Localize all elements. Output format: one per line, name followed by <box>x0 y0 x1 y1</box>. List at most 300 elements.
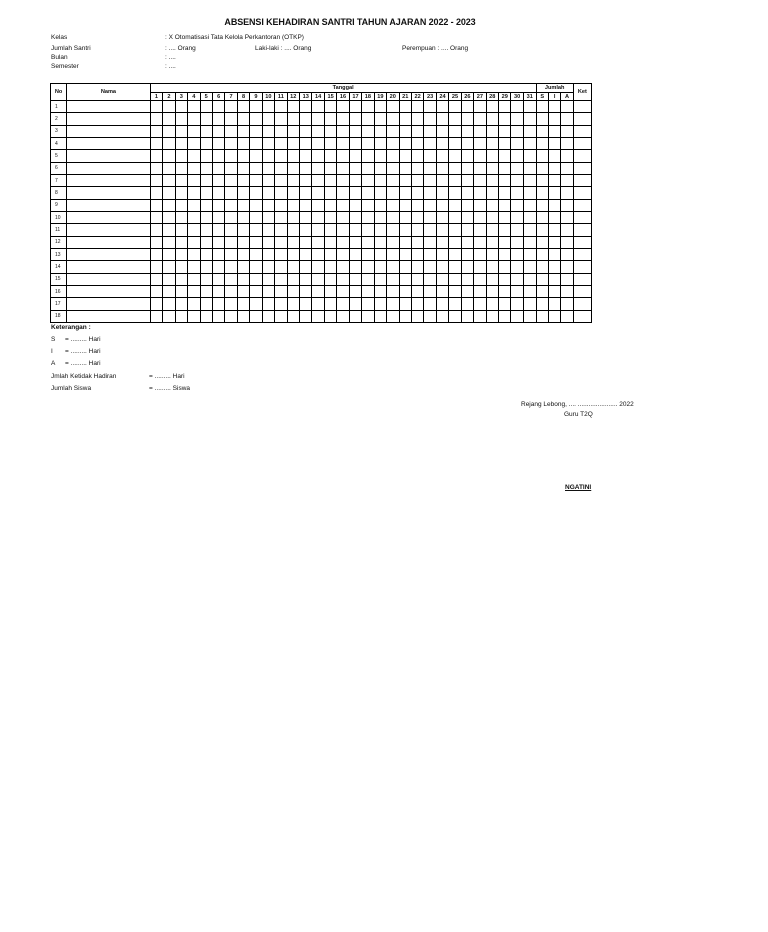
attendance-cell <box>436 199 448 211</box>
attendance-cell <box>573 137 591 149</box>
attendance-cell <box>548 113 560 125</box>
attendance-cell <box>387 199 399 211</box>
attendance-cell <box>511 310 523 322</box>
attendance-cell <box>548 101 560 113</box>
attendance-cell <box>200 211 212 223</box>
attendance-cell <box>548 162 560 174</box>
attendance-cell <box>411 248 423 260</box>
attendance-cell <box>337 211 349 223</box>
attendance-cell <box>324 125 336 137</box>
attendance-cell <box>212 125 224 137</box>
student-name-cell <box>67 199 151 211</box>
attendance-cell <box>511 273 523 285</box>
attendance-cell <box>337 113 349 125</box>
attendance-cell <box>200 298 212 310</box>
attendance-cell <box>225 248 237 260</box>
attendance-cell <box>523 236 536 248</box>
attendance-cell <box>300 224 312 236</box>
signature-role: Guru T2Q <box>564 411 593 418</box>
attendance-cell <box>324 174 336 186</box>
attendance-cell <box>250 273 262 285</box>
attendance-cell <box>449 187 461 199</box>
attendance-cell <box>536 273 548 285</box>
attendance-cell <box>486 236 498 248</box>
attendance-cell <box>399 113 411 125</box>
attendance-cell <box>461 113 473 125</box>
attendance-cell <box>387 113 399 125</box>
attendance-cell <box>499 310 511 322</box>
attendance-cell <box>536 199 548 211</box>
attendance-cell <box>287 162 299 174</box>
attendance-cell <box>250 174 262 186</box>
attendance-cell <box>499 187 511 199</box>
row-number: 4 <box>51 137 67 149</box>
day-header: 8 <box>237 93 249 101</box>
attendance-cell <box>548 137 560 149</box>
day-header: 31 <box>523 93 536 101</box>
attendance-cell <box>523 273 536 285</box>
attendance-cell <box>362 150 374 162</box>
attendance-cell <box>163 285 175 297</box>
attendance-cell <box>337 174 349 186</box>
attendance-cell <box>262 101 274 113</box>
attendance-cell <box>362 162 374 174</box>
student-name-cell <box>67 187 151 199</box>
row-number: 2 <box>51 113 67 125</box>
attendance-cell <box>225 125 237 137</box>
attendance-cell <box>523 137 536 149</box>
row-number: 18 <box>51 310 67 322</box>
row-number: 5 <box>51 150 67 162</box>
attendance-cell <box>188 150 200 162</box>
attendance-cell <box>387 236 399 248</box>
attendance-cell <box>523 113 536 125</box>
attendance-cell <box>262 310 274 322</box>
attendance-cell <box>536 101 548 113</box>
attendance-cell <box>474 248 486 260</box>
attendance-cell <box>387 285 399 297</box>
attendance-cell <box>188 261 200 273</box>
attendance-cell <box>287 310 299 322</box>
row-number: 7 <box>51 174 67 186</box>
attendance-cell <box>486 248 498 260</box>
attendance-cell <box>250 285 262 297</box>
attendance-cell <box>150 261 162 273</box>
attendance-cell <box>212 101 224 113</box>
attendance-cell <box>324 298 336 310</box>
attendance-cell <box>573 236 591 248</box>
attendance-cell <box>449 261 461 273</box>
day-header: 15 <box>324 93 336 101</box>
attendance-cell <box>212 150 224 162</box>
attendance-cell <box>188 199 200 211</box>
ketidak-hadiran-value: = ......... Hari <box>149 373 185 380</box>
keterangan-value-s: = ......... Hari <box>65 336 101 343</box>
attendance-cell <box>212 310 224 322</box>
attendance-cell <box>175 187 187 199</box>
attendance-cell <box>561 174 573 186</box>
attendance-cell <box>225 137 237 149</box>
attendance-cell <box>150 224 162 236</box>
attendance-cell <box>337 285 349 297</box>
attendance-cell <box>150 248 162 260</box>
attendance-cell <box>312 162 324 174</box>
attendance-cell <box>461 101 473 113</box>
attendance-cell <box>461 199 473 211</box>
attendance-cell <box>399 248 411 260</box>
attendance-cell <box>312 211 324 223</box>
attendance-cell <box>300 248 312 260</box>
attendance-cell <box>262 113 274 125</box>
attendance-cell <box>449 137 461 149</box>
attendance-cell <box>411 285 423 297</box>
attendance-cell <box>374 248 386 260</box>
attendance-cell <box>337 199 349 211</box>
attendance-cell <box>324 248 336 260</box>
attendance-cell <box>573 101 591 113</box>
attendance-cell <box>523 310 536 322</box>
attendance-cell <box>573 162 591 174</box>
attendance-cell <box>523 174 536 186</box>
attendance-cell <box>324 310 336 322</box>
row-number: 3 <box>51 125 67 137</box>
attendance-cell <box>536 174 548 186</box>
attendance-cell <box>212 137 224 149</box>
attendance-cell <box>324 113 336 125</box>
table-row <box>51 137 592 149</box>
attendance-cell <box>573 248 591 260</box>
attendance-cell <box>175 150 187 162</box>
attendance-cell <box>449 248 461 260</box>
attendance-cell <box>250 298 262 310</box>
attendance-cell <box>163 125 175 137</box>
attendance-cell <box>411 101 423 113</box>
student-name-cell <box>67 224 151 236</box>
day-header: 10 <box>262 93 274 101</box>
attendance-cell <box>561 285 573 297</box>
jumlah-col-header: A <box>561 93 573 101</box>
attendance-cell <box>449 174 461 186</box>
attendance-cell <box>424 113 436 125</box>
attendance-cell <box>163 137 175 149</box>
attendance-cell <box>461 273 473 285</box>
keterangan-code-i: I <box>51 348 53 355</box>
attendance-cell <box>461 236 473 248</box>
laki-laki-value: Laki-laki : .... Orang <box>255 45 312 52</box>
day-header: 9 <box>250 93 262 101</box>
attendance-cell <box>349 125 361 137</box>
row-number: 12 <box>51 236 67 248</box>
row-number: 10 <box>51 211 67 223</box>
attendance-cell <box>300 125 312 137</box>
attendance-cell <box>561 310 573 322</box>
attendance-cell <box>200 285 212 297</box>
student-name-cell <box>67 236 151 248</box>
attendance-cell <box>387 162 399 174</box>
attendance-cell <box>349 273 361 285</box>
attendance-cell <box>573 113 591 125</box>
attendance-cell <box>486 310 498 322</box>
attendance-cell <box>262 236 274 248</box>
attendance-cell <box>511 248 523 260</box>
attendance-cell <box>499 236 511 248</box>
attendance-cell <box>362 211 374 223</box>
attendance-cell <box>499 101 511 113</box>
attendance-cell <box>212 187 224 199</box>
attendance-cell <box>349 137 361 149</box>
attendance-cell <box>200 150 212 162</box>
attendance-cell <box>411 199 423 211</box>
attendance-cell <box>362 248 374 260</box>
signature-place-date: Rejang Lebong, .... ...................... 2022 <box>521 401 634 408</box>
attendance-cell <box>200 174 212 186</box>
attendance-cell <box>561 261 573 273</box>
attendance-cell <box>237 285 249 297</box>
attendance-cell <box>362 101 374 113</box>
attendance-cell <box>424 298 436 310</box>
attendance-cell <box>523 150 536 162</box>
attendance-cell <box>349 310 361 322</box>
attendance-cell <box>188 273 200 285</box>
attendance-cell <box>561 125 573 137</box>
attendance-cell <box>362 199 374 211</box>
student-name-cell <box>67 150 151 162</box>
attendance-cell <box>548 273 560 285</box>
attendance-cell <box>499 150 511 162</box>
attendance-cell <box>324 162 336 174</box>
attendance-cell <box>573 150 591 162</box>
attendance-cell <box>237 273 249 285</box>
attendance-cell <box>312 174 324 186</box>
row-number: 9 <box>51 199 67 211</box>
attendance-cell <box>262 174 274 186</box>
attendance-cell <box>225 113 237 125</box>
attendance-cell <box>548 150 560 162</box>
attendance-cell <box>474 199 486 211</box>
day-header: 18 <box>362 93 374 101</box>
jumlah-santri-value: : .... Orang <box>165 45 196 52</box>
attendance-cell <box>275 199 287 211</box>
attendance-cell <box>287 224 299 236</box>
attendance-cell <box>399 298 411 310</box>
attendance-cell <box>511 211 523 223</box>
day-header: 17 <box>349 93 361 101</box>
attendance-cell <box>200 261 212 273</box>
attendance-cell <box>175 310 187 322</box>
row-number: 8 <box>51 187 67 199</box>
attendance-cell <box>175 113 187 125</box>
student-name-cell <box>67 273 151 285</box>
attendance-cell <box>287 285 299 297</box>
attendance-cell <box>436 125 448 137</box>
table-row <box>51 273 592 285</box>
attendance-cell <box>250 125 262 137</box>
attendance-cell <box>324 211 336 223</box>
attendance-cell <box>275 125 287 137</box>
attendance-cell <box>212 199 224 211</box>
attendance-cell <box>461 150 473 162</box>
attendance-cell <box>374 261 386 273</box>
attendance-cell <box>374 150 386 162</box>
attendance-cell <box>536 261 548 273</box>
ket-header: Ket <box>573 84 591 101</box>
attendance-cell <box>237 298 249 310</box>
attendance-cell <box>324 199 336 211</box>
attendance-cell <box>461 298 473 310</box>
attendance-cell <box>424 310 436 322</box>
attendance-cell <box>175 248 187 260</box>
nama-header: Nama <box>67 84 151 101</box>
attendance-cell <box>163 101 175 113</box>
attendance-cell <box>312 101 324 113</box>
attendance-cell <box>511 101 523 113</box>
day-header: 13 <box>300 93 312 101</box>
attendance-cell <box>536 211 548 223</box>
day-header: 2 <box>163 93 175 101</box>
attendance-cell <box>436 273 448 285</box>
attendance-cell <box>536 298 548 310</box>
attendance-cell <box>175 285 187 297</box>
row-number: 6 <box>51 162 67 174</box>
attendance-cell <box>461 174 473 186</box>
attendance-cell <box>163 261 175 273</box>
attendance-cell <box>287 101 299 113</box>
attendance-cell <box>163 236 175 248</box>
attendance-cell <box>436 174 448 186</box>
attendance-cell <box>349 113 361 125</box>
attendance-table <box>50 83 592 323</box>
kelas-label: Kelas <box>51 34 68 41</box>
attendance-cell <box>200 187 212 199</box>
attendance-cell <box>275 236 287 248</box>
attendance-cell <box>362 261 374 273</box>
attendance-cell <box>561 211 573 223</box>
attendance-cell <box>175 298 187 310</box>
attendance-cell <box>399 273 411 285</box>
attendance-cell <box>436 211 448 223</box>
attendance-cell <box>188 211 200 223</box>
ketidak-hadiran-label: Jmlah Ketidak Hadiran <box>51 373 117 380</box>
attendance-cell <box>212 273 224 285</box>
attendance-cell <box>262 261 274 273</box>
attendance-cell <box>324 187 336 199</box>
attendance-cell <box>561 298 573 310</box>
day-header: 26 <box>461 93 473 101</box>
attendance-cell <box>436 261 448 273</box>
jumlah-siswa-value: = ......... Siswa <box>149 385 190 392</box>
attendance-cell <box>150 113 162 125</box>
attendance-cell <box>312 248 324 260</box>
attendance-cell <box>150 137 162 149</box>
attendance-cell <box>387 298 399 310</box>
attendance-cell <box>573 273 591 285</box>
attendance-cell <box>188 187 200 199</box>
attendance-cell <box>561 137 573 149</box>
attendance-cell <box>436 248 448 260</box>
attendance-cell <box>275 285 287 297</box>
day-header: 27 <box>474 93 486 101</box>
attendance-cell <box>399 150 411 162</box>
attendance-cell <box>374 137 386 149</box>
attendance-cell <box>150 236 162 248</box>
attendance-cell <box>474 298 486 310</box>
attendance-cell <box>486 101 498 113</box>
attendance-cell <box>511 113 523 125</box>
attendance-cell <box>287 187 299 199</box>
attendance-cell <box>449 285 461 297</box>
attendance-cell <box>511 285 523 297</box>
student-name-cell <box>67 211 151 223</box>
attendance-cell <box>200 273 212 285</box>
attendance-cell <box>573 199 591 211</box>
attendance-cell <box>573 261 591 273</box>
attendance-cell <box>573 310 591 322</box>
table-row <box>51 236 592 248</box>
attendance-cell <box>374 187 386 199</box>
attendance-cell <box>287 261 299 273</box>
table-row <box>51 224 592 236</box>
attendance-cell <box>474 113 486 125</box>
attendance-cell <box>337 150 349 162</box>
row-number: 13 <box>51 248 67 260</box>
attendance-cell <box>349 199 361 211</box>
attendance-cell <box>188 137 200 149</box>
attendance-cell <box>275 261 287 273</box>
attendance-cell <box>474 261 486 273</box>
attendance-cell <box>424 224 436 236</box>
attendance-cell <box>200 125 212 137</box>
attendance-cell <box>300 162 312 174</box>
attendance-cell <box>200 199 212 211</box>
attendance-cell <box>300 150 312 162</box>
day-header: 16 <box>337 93 349 101</box>
attendance-cell <box>188 113 200 125</box>
attendance-cell <box>436 113 448 125</box>
attendance-cell <box>225 273 237 285</box>
attendance-cell <box>374 211 386 223</box>
attendance-cell <box>262 125 274 137</box>
attendance-cell <box>362 236 374 248</box>
attendance-cell <box>237 137 249 149</box>
attendance-cell <box>250 187 262 199</box>
attendance-cell <box>474 211 486 223</box>
day-header: 7 <box>225 93 237 101</box>
signature-name: NGATINI <box>565 484 592 491</box>
attendance-cell <box>312 236 324 248</box>
attendance-cell <box>287 137 299 149</box>
jumlah-siswa-label: Jumlah Siswa <box>51 385 92 392</box>
attendance-cell <box>262 211 274 223</box>
attendance-cell <box>424 236 436 248</box>
attendance-cell <box>362 273 374 285</box>
day-header: 20 <box>387 93 399 101</box>
attendance-cell <box>499 273 511 285</box>
attendance-cell <box>399 101 411 113</box>
attendance-cell <box>374 298 386 310</box>
attendance-cell <box>523 162 536 174</box>
attendance-cell <box>349 150 361 162</box>
attendance-cell <box>461 211 473 223</box>
attendance-cell <box>237 162 249 174</box>
attendance-cell <box>237 113 249 125</box>
attendance-cell <box>523 298 536 310</box>
attendance-cell <box>250 150 262 162</box>
table-row <box>51 248 592 260</box>
attendance-cell <box>188 298 200 310</box>
student-name-cell <box>67 310 151 322</box>
attendance-cell <box>287 298 299 310</box>
attendance-cell <box>175 101 187 113</box>
